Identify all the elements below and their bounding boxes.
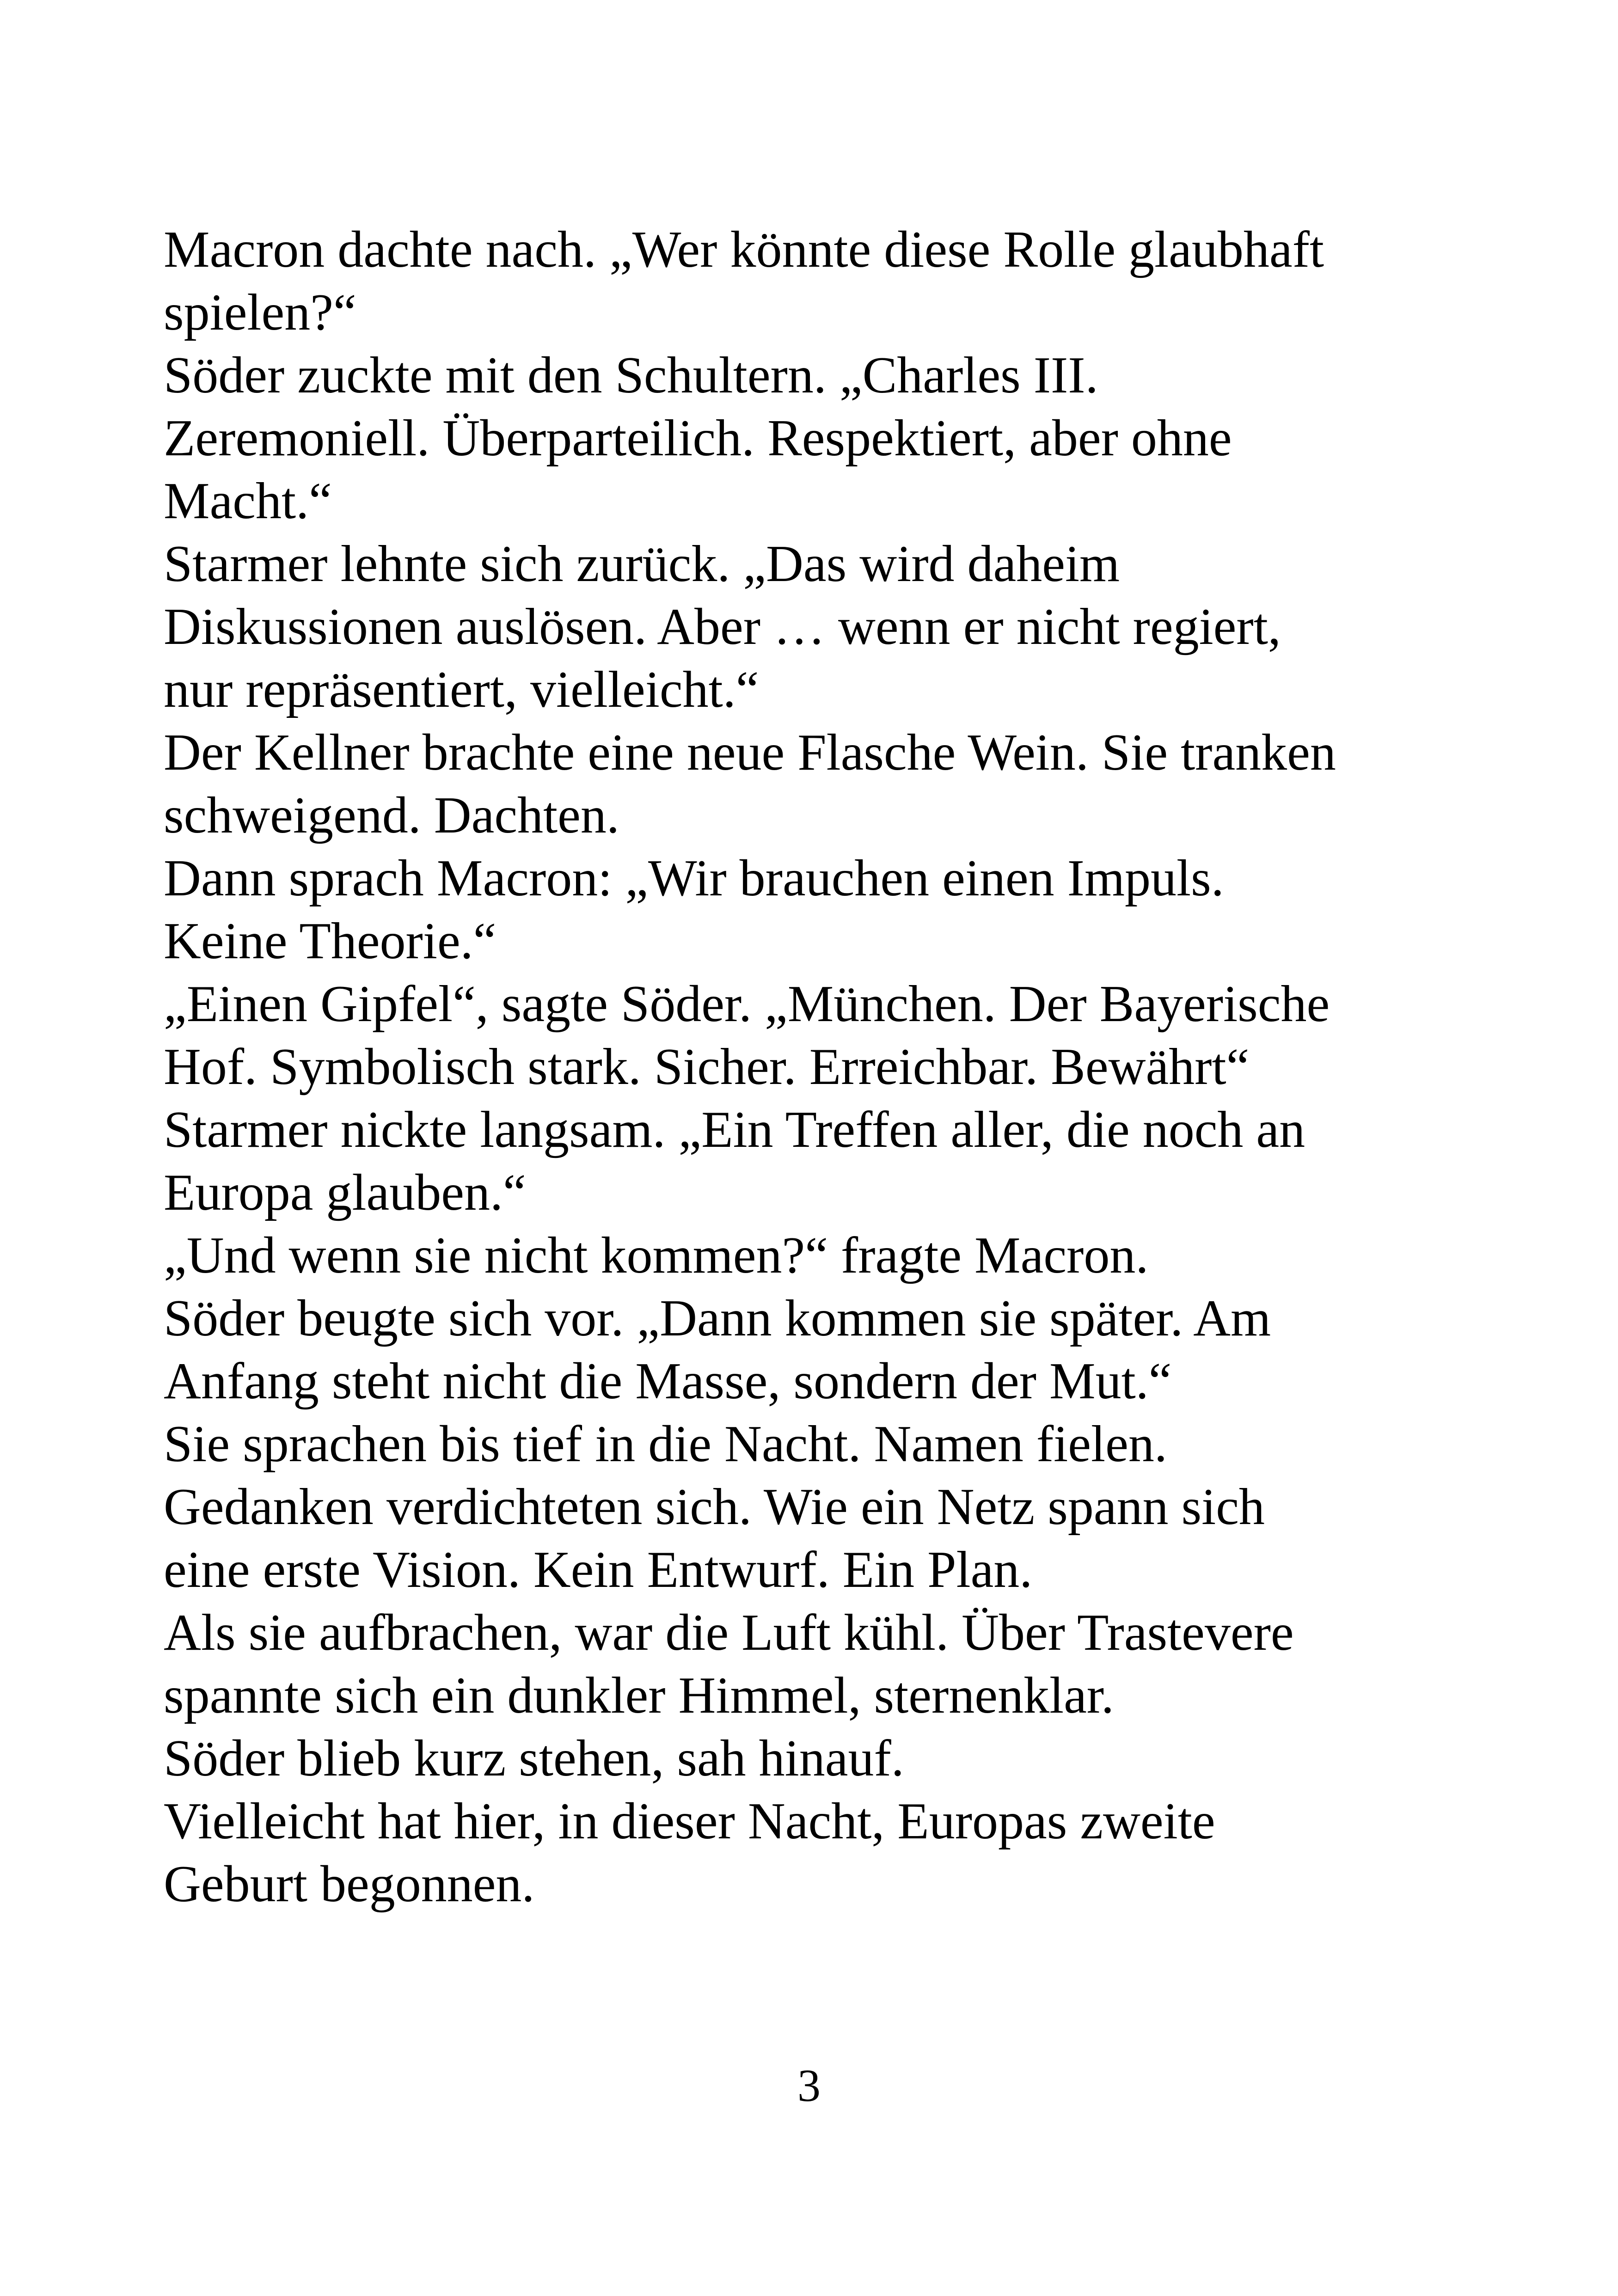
text-line: Hof. Symbolisch stark. Sicher. Erreichbar. Bewährt“ — [164, 1038, 1250, 1096]
text-line: Starmer lehnte sich zurück. „Das wird daheim — [164, 535, 1120, 593]
page-number: 3 — [797, 2060, 821, 2111]
text-line: Sie sprachen bis tief in die Nacht. Namen fielen. — [164, 1415, 1167, 1473]
text-line: Macht.“ — [164, 472, 332, 530]
text-line: Geburt begonnen. — [164, 1855, 535, 1913]
text-line: Söder blieb kurz stehen, sah hinauf. — [164, 1730, 904, 1787]
text-line: eine erste Vision. Kein Entwurf. Ein Plan. — [164, 1541, 1033, 1598]
text-line: schweigend. Dachten. — [164, 787, 619, 844]
text-line: spielen?“ — [164, 284, 356, 341]
text-line: Als sie aufbrachen, war die Luft kühl. Über Trastevere — [164, 1604, 1294, 1661]
text-line: Der Kellner brachte eine neue Flasche Wein. Sie tranken — [164, 724, 1336, 781]
text-line: Zeremoniell. Überparteilich. Respektiert, aber ohne — [164, 410, 1232, 467]
text-line: Gedanken verdichteten sich. Wie ein Netz spann sich — [164, 1478, 1265, 1536]
text-line: Diskussionen auslösen. Aber … wenn er nicht regiert, — [164, 598, 1281, 655]
text-line: Vielleicht hat hier, in dieser Nacht, Europas zweite — [164, 1793, 1215, 1850]
text-line: nur repräsentiert, vielleicht.“ — [164, 661, 759, 718]
text-line: Dann sprach Macron: „Wir brauchen einen Impuls. — [164, 850, 1224, 907]
text-line: Anfang steht nicht die Masse, sondern der Mut.“ — [164, 1353, 1172, 1410]
text-line: „Einen Gipfel“, sagte Söder. „München. Der Bayerische — [164, 975, 1330, 1033]
text-line: Macron dachte nach. „Wer könnte diese Rolle glaubhaft — [164, 221, 1324, 278]
text-line: „Und wenn sie nicht kommen?“ fragte Macron. — [164, 1227, 1149, 1284]
body-text — [164, 218, 1458, 1916]
text-line: Keine Theorie.“ — [164, 912, 496, 970]
text-line: Starmer nickte langsam. „Ein Treffen aller, die noch an — [164, 1101, 1305, 1158]
text-line: Söder zuckte mit den Schultern. „Charles III. — [164, 347, 1098, 404]
text-line: Europa glauben.“ — [164, 1164, 526, 1221]
text-line: Söder beugte sich vor. „Dann kommen sie später. Am — [164, 1290, 1271, 1347]
text-line: spannte sich ein dunkler Himmel, sternenklar. — [164, 1667, 1114, 1724]
